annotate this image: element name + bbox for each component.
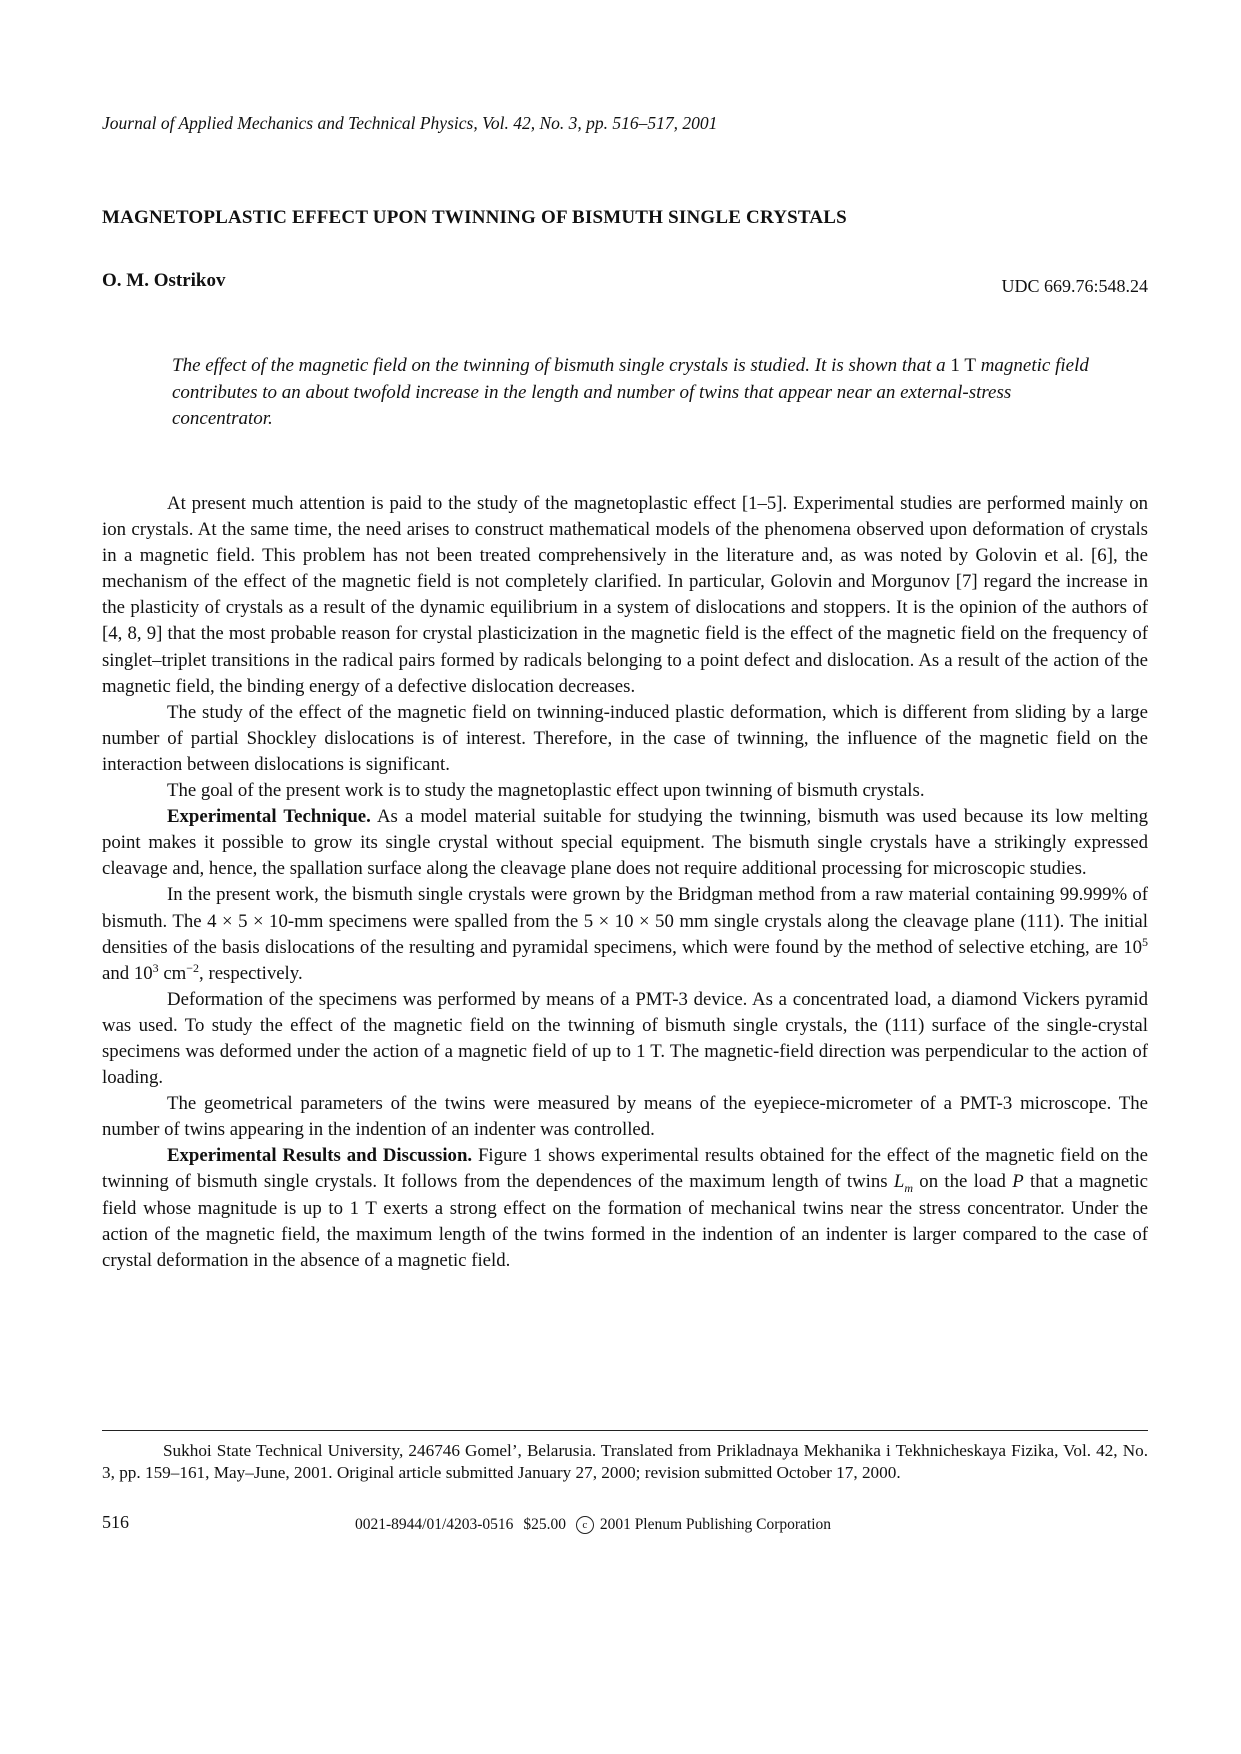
article-body <box>102 491 1148 1274</box>
paragraph-5 <box>102 882 1148 986</box>
page-number: 516 <box>102 1512 129 1532</box>
article-author: O. M. Ostrikov <box>102 270 226 291</box>
section-heading-results: Experimental Results and Discussion. <box>167 1145 473 1167</box>
paragraph-5-text: In the present work, the bismuth single crystals were grown by the Bridgman method from a raw material containing 99.999% of bismuth. The 4 × 5 × 10-mm specimens were spalled from the 5 × 10 × 50 mm single crystals along the cleavage plane (111). The initial densities of the basis dislocations of the resulting and pyramidal specimens, which were found by the method of selective etching, are <box>102 884 1148 958</box>
density-value-2: 10 <box>133 962 153 984</box>
paragraph-5-and: and <box>102 962 130 984</box>
paragraph-8-text-a: Figure 1 shows experimental results obtained for the effect of the magnetic field on the twinning of bismuth single crystals. It follows from the dependences of the maximum length of twins <box>102 1145 1148 1193</box>
article-title: MAGNETOPLASTIC EFFECT UPON TWINNING OF BISMUTH SINGLE CRYSTALS <box>102 207 847 228</box>
abstract <box>172 353 1092 433</box>
paragraph-1: At present much attention is paid to the study of the magnetoplastic effect [1–5]. Experimental studies are performed mainly on ion crystals. At the same time, the need arises to construct mathematical models of the phenomena observed upon deformation of crystals in a magnetic field. This problem has not been treated comprehensively in the literature and, as was noted by Golovin et al. [6], the mechanism of the effect of the magnetic field is not completely clarified. In particular, Golovin and Morgunov [7] regard the increase in the plasticity of crystals as a result of the dynamic equilibrium in a system of dislocations and stoppers. It is the opinion of the authors of [4, 8, 9] that the most probable reason for crystal plasticization in the magnetic field is the effect of the magnetic field on the frequency of singlet–triplet transitions in the radical pairs formed by radicals belonging to a point defect and dislocation. As a result of the action of the magnetic field, the binding energy of a defective dislocation decreases. <box>102 493 1148 697</box>
density-unit: cm <box>163 962 187 984</box>
paragraph-6: Deformation of the specimens was performed by means of a PMT-3 device. As a concentrated load, a diamond Vickers pyramid was used. To study the effect of the magnetic field on the twinning of bismuth single crystals, the (111) surface of the single-crystal specimens was deformed under the action of a magnetic field of up to 1 T. The magnetic-field direction was perpendicular to the action of loading. <box>102 988 1148 1089</box>
density-value-1: 10 <box>1123 936 1142 958</box>
paragraph-5-end: , respectively. <box>199 962 303 984</box>
journal-header: Journal of Applied Mechanics and Technical Physics, Vol. 42, No. 3, pp. 516–517, 2001 <box>102 113 718 133</box>
copyright-line <box>355 1516 837 1534</box>
footnote-text: Sukhoi State Technical University, 246746 Gomel’, Belarusia. Translated from Prikladnaya Mekhanika i Tekhnicheskaya Fizika, Vol. 42, No. 3, pp. 159–161, May–June, 2001. Original article submitted January 27, 2000; revision submitted October 17, 2000. <box>102 1441 1148 1482</box>
paragraph-3: The goal of the present work is to study the magnetoplastic effect upon twinning of bismuth crystals. <box>167 780 925 802</box>
abstract-unit: 1 T <box>950 355 976 376</box>
paragraph-8 <box>102 1143 1148 1273</box>
density-exp-1: 5 <box>1142 934 1148 949</box>
abstract-text-1: The effect of the magnetic field on the twinning of bismuth single crystals is studied. It is shown that a <box>172 355 946 376</box>
density-unit-exp: −2 <box>186 960 200 975</box>
footnote <box>102 1440 1148 1483</box>
footnote-divider <box>102 1430 1148 1431</box>
paragraph-8-text-b: on the load <box>919 1171 1006 1193</box>
issn-code: 0021-8944/01/4203-0516 <box>355 1516 514 1533</box>
paragraph-8-text-c: that a magnetic field whose magnitude is up to 1 T exerts a strong effect on the formation of mechanical twins near the stress concentrator. Under the action of the magnetic field, the maximum length of the twins formed in the indention of an indenter is larger compared to the case of crystal deformation in the absence of a magnetic field. <box>102 1171 1148 1271</box>
symbol-P: P <box>1012 1171 1024 1193</box>
abstract-text-2: magnetic field contributes to an about twofold increase in the length and number of twins that appear near an external-stress concentrator. <box>172 355 1089 429</box>
density-exp-2: 3 <box>152 960 159 975</box>
paragraph-2: The study of the effect of the magnetic field on twinning-induced plastic deformation, which is different from sliding by a large number of partial Shockley dislocations is of interest. Therefore, in the case of twinning, the influence of the magnetic field on the interaction between dislocations is significant. <box>102 701 1148 775</box>
paragraph-4 <box>102 804 1148 882</box>
paragraph-7: The geometrical parameters of the twins were measured by means of the eyepiece-micrometer of a PMT-3 microscope. The number of twins appearing in the indention of an indenter was controlled. <box>102 1093 1148 1141</box>
copyright-icon: c <box>576 1516 594 1534</box>
section-heading-technique: Experimental Technique. <box>167 806 371 828</box>
symbol-L: L <box>893 1171 905 1193</box>
symbol-m: m <box>904 1181 913 1196</box>
price: $25.00 <box>523 1516 566 1533</box>
copyright-text: 2001 Plenum Publishing Corporation <box>599 1516 832 1533</box>
paragraph-4-text: As a model material suitable for studying the twinning, bismuth was used because its low melting point makes it possible to grow its single crystal without special equipment. The bismuth single crystals have a strikingly expressed cleavage and, hence, the spallation surface along the cleavage plane does not require additional processing for microscopic studies. <box>102 806 1148 880</box>
udc-code: UDC 669.76:548.24 <box>1001 276 1148 296</box>
